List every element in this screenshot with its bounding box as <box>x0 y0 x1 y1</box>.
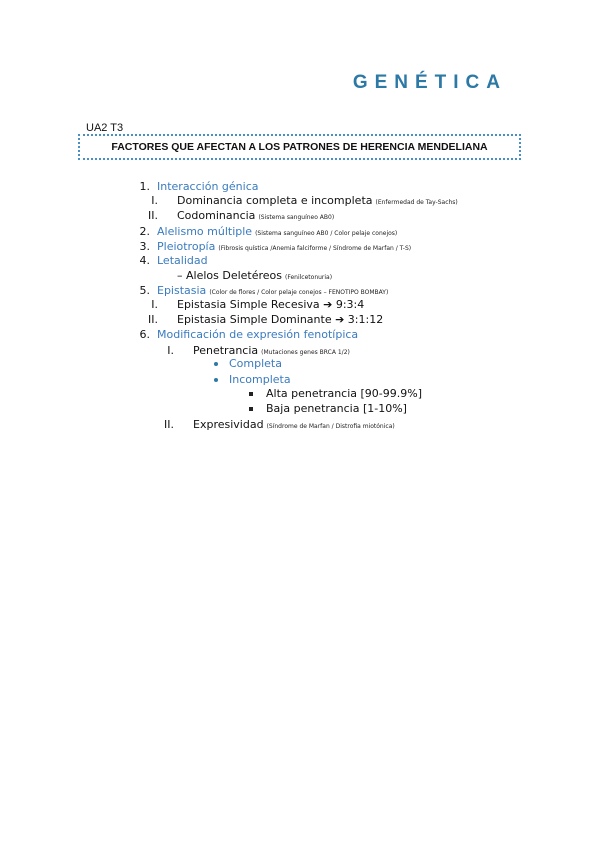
item-label: Letalidad <box>157 254 208 267</box>
list-item <box>177 313 383 326</box>
list-item <box>157 240 411 255</box>
item-label: – Alelos Deletéreos <box>177 269 283 282</box>
item-label: Incompleta <box>229 373 291 386</box>
item-note: (Sistema sanguíneo AB0) <box>258 214 335 221</box>
item-number: 6. <box>139 328 150 341</box>
item-label: Baja penetrancia [1-10%] <box>266 402 407 415</box>
item-label: Alta penetrancia [90-99.9%] <box>266 387 423 400</box>
item-note: (Enfermedad de Tay-Sachs) <box>375 199 458 206</box>
item-number: 5. <box>139 284 150 297</box>
list-item <box>266 387 422 400</box>
item-number: 3. <box>139 240 150 253</box>
topic-banner <box>78 134 521 160</box>
item-label: Modificación de expresión fenotípica <box>157 328 359 341</box>
item-label: Interacción génica <box>157 180 259 193</box>
item-label: Completa <box>229 357 282 370</box>
item-label: Pleiotropía <box>157 240 216 253</box>
list-item <box>157 225 397 240</box>
item-label: Epistasia Simple Dominante ➔ 3:1:12 <box>177 313 384 326</box>
list-item <box>177 194 458 209</box>
item-label: Penetrancia <box>193 344 259 357</box>
item-label: Dominancia completa e incompleta <box>177 194 373 207</box>
item-number: I. <box>151 298 158 311</box>
list-item <box>177 298 364 311</box>
item-note: (Fenilcetonuria) <box>285 274 333 281</box>
item-number: II. <box>148 209 158 222</box>
list-item <box>177 209 334 224</box>
list-item <box>157 254 211 269</box>
item-note: (Síndrome de Marfan / Distrofia miotónica) <box>266 423 395 430</box>
list-item <box>229 373 291 386</box>
item-number: I. <box>167 344 174 357</box>
bullet-icon <box>214 362 218 366</box>
square-bullet-icon <box>249 392 253 396</box>
square-bullet-icon <box>249 407 253 411</box>
item-label: Epistasia Simple Recesiva ➔ 9:3:4 <box>177 298 365 311</box>
unit-tag: UA2 T3 <box>86 122 124 134</box>
list-item <box>266 402 407 415</box>
list-item <box>157 284 388 299</box>
item-number: 1. <box>139 180 150 193</box>
item-number: II. <box>164 418 174 431</box>
page-title: GENÉTICA <box>352 72 507 93</box>
bullet-icon <box>214 378 218 382</box>
list-item <box>157 328 358 341</box>
item-number: 4. <box>139 254 150 267</box>
item-label: Epistasia <box>157 284 207 297</box>
item-note: (Fibrosis quística /Anemia falciforme / Síndrome de Marfan / T-S) <box>218 245 412 252</box>
item-label: Expresividad <box>193 418 264 431</box>
item-note: (Color de flores / Color pelaje conejos – FENOTIPO BOMBAY) <box>209 289 389 296</box>
item-number: I. <box>151 194 158 207</box>
item-note: (Mutaciones genes BRCA 1/2) <box>261 349 350 356</box>
list-item <box>177 269 332 284</box>
list-item <box>193 418 395 433</box>
list-item <box>157 180 261 195</box>
item-label: Codominancia <box>177 209 256 222</box>
item-label: Alelismo múltiple <box>157 225 253 238</box>
item-number: 2. <box>139 225 150 238</box>
list-item <box>229 357 282 370</box>
item-note: (Sistema sanguíneo AB0 / Color pelaje conejos) <box>255 230 398 237</box>
banner-text: FACTORES QUE AFECTAN A LOS PATRONES DE HERENCIA MENDELIANA <box>111 141 488 153</box>
item-number: II. <box>148 313 158 326</box>
